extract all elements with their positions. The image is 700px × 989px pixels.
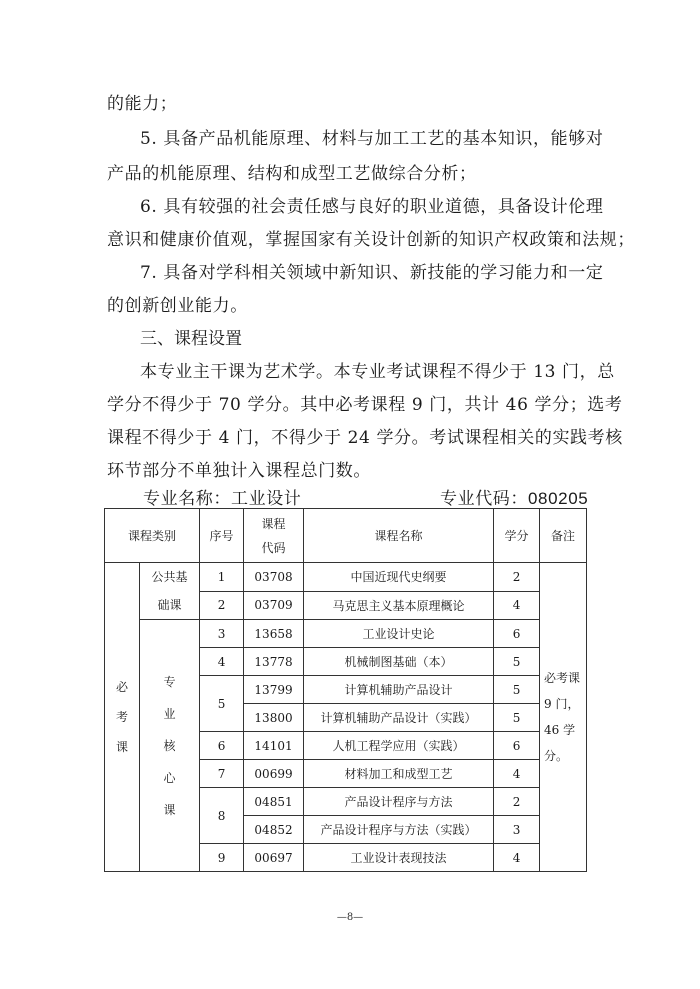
note-cell: 必考课 9 门，46 学分。 (540, 563, 587, 872)
cell-credit: 5 (494, 648, 540, 676)
header-name: 课程名称 (304, 509, 494, 563)
cell-code: 04851 (244, 788, 304, 816)
cell-code: 03709 (244, 591, 304, 620)
cell-credit: 2 (494, 563, 540, 592)
cell-code: 13800 (244, 704, 304, 732)
cell-name: 材料加工和成型工艺 (304, 760, 494, 788)
cell-seq: 5 (200, 676, 244, 732)
paragraph-line: 环节部分不单独计入课程总门数。 (107, 461, 371, 481)
major-code-value: 080205 (528, 489, 589, 508)
page-number: —8— (336, 912, 364, 923)
cell-name: 计算机辅助产品设计（实践） (304, 704, 494, 732)
cell-name: 产品设计程序与方法（实践） (304, 816, 494, 844)
paragraph-line: 意识和健康价值观，掌握国家有关设计创新的知识产权政策和法规； (107, 230, 635, 250)
paragraph-line: 产品的机能原理、结构和成型工艺做综合分析； (107, 164, 477, 184)
header-seq: 序号 (200, 509, 244, 563)
paragraph-line: 7. 具备对学科相关领域中新知识、新技能的学习能力和一定 (140, 263, 604, 283)
course-table (104, 508, 587, 872)
cell-name: 产品设计程序与方法 (304, 788, 494, 816)
cell-seq: 6 (200, 732, 244, 760)
paragraph-line: 本专业主干课为艺术学。本专业考试课程不得少于 13 门，总 (140, 362, 615, 382)
cell-code: 13658 (244, 620, 304, 648)
paragraph-line: 5. 具备产品机能原理、材料与加工工艺的基本知识，能够对 (140, 129, 604, 149)
table-header-row (105, 509, 587, 563)
major-name-value: 工业设计 (231, 489, 302, 509)
cell-code: 04852 (244, 816, 304, 844)
cell-code: 00697 (244, 844, 304, 872)
header-credit: 学分 (494, 509, 540, 563)
cell-seq: 1 (200, 563, 244, 592)
paragraph-line: 的能力； (107, 94, 178, 114)
paragraph-line: 的创新创业能力。 (107, 296, 248, 316)
major-code-label: 专业代码： (440, 489, 528, 509)
cell-seq: 3 (200, 620, 244, 648)
cell-name: 计算机辅助产品设计 (304, 676, 494, 704)
header-category: 课程类别 (105, 509, 200, 563)
table-row (105, 620, 587, 648)
cell-name: 工业设计表现技法 (304, 844, 494, 872)
paragraph-line: 课程不得少于 4 门，不得少于 24 学分。考试课程相关的实践考核 (107, 428, 623, 448)
header-code-line2: 代码 (261, 540, 286, 555)
cell-credit: 6 (494, 620, 540, 648)
cell-seq: 8 (200, 788, 244, 844)
cell-name: 工业设计史论 (304, 620, 494, 648)
cell-credit: 4 (494, 844, 540, 872)
paragraph-line: 6. 具有较强的社会责任感与良好的职业道德，具备设计伦理 (140, 197, 604, 217)
major-code (440, 484, 588, 509)
cell-credit: 5 (494, 704, 540, 732)
cell-code: 14101 (244, 732, 304, 760)
cell-code: 13778 (244, 648, 304, 676)
cell-seq: 9 (200, 844, 244, 872)
cell-code: 03708 (244, 563, 304, 592)
subcategory-public: 公共基 础课 (140, 563, 200, 620)
paragraph-line: 学分不得少于 70 学分。其中必考课程 9 门，共计 46 学分；选考 (107, 395, 623, 415)
cell-name: 马克思主义基本原理概论 (304, 591, 494, 620)
cell-seq: 7 (200, 760, 244, 788)
table-row (105, 563, 587, 592)
subcategory-core: 专 业 核 心 课 (140, 620, 200, 872)
cell-code: 00699 (244, 760, 304, 788)
major-name (143, 484, 301, 509)
cell-credit: 2 (494, 788, 540, 816)
cell-seq: 2 (200, 591, 244, 620)
major-name-label: 专业名称： (143, 489, 231, 509)
cell-credit: 5 (494, 676, 540, 704)
cell-name: 中国近现代史纲要 (304, 563, 494, 592)
header-code (244, 509, 304, 563)
category-required: 必 考 课 (105, 563, 140, 872)
cell-credit: 4 (494, 760, 540, 788)
cell-seq: 4 (200, 648, 244, 676)
section-heading: 三、课程设置 (140, 329, 242, 349)
cell-name: 机械制图基础（本） (304, 648, 494, 676)
cell-credit: 3 (494, 816, 540, 844)
cell-credit: 6 (494, 732, 540, 760)
cell-name: 人机工程学应用（实践） (304, 732, 494, 760)
cell-code: 13799 (244, 676, 304, 704)
cell-credit: 4 (494, 591, 540, 620)
header-code-line1: 课程 (261, 516, 286, 531)
header-note: 备注 (540, 509, 587, 563)
